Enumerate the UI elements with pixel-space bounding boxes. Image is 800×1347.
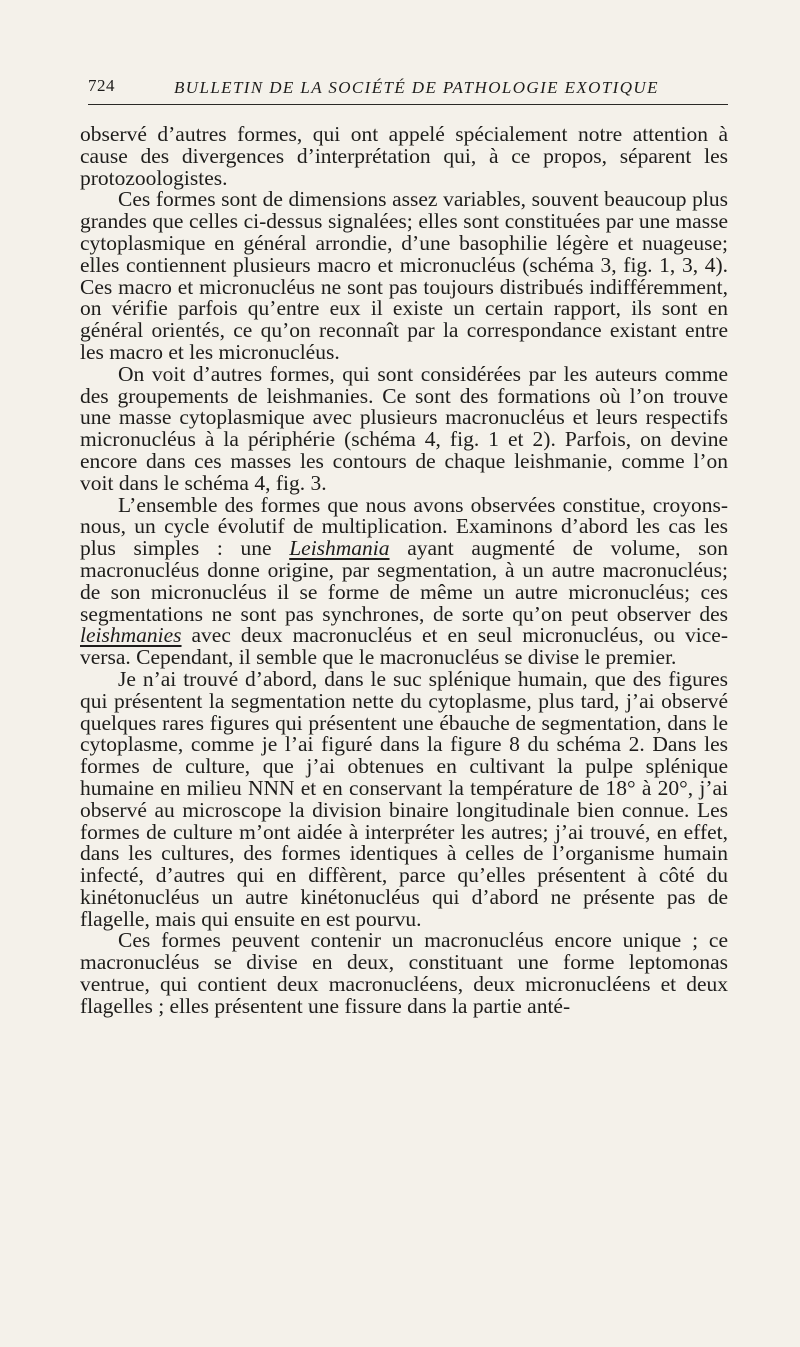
term-leishmania: Leishmania bbox=[289, 536, 390, 561]
paragraph-3: On voit d’autres formes, qui sont considérées par les auteurs comme des groupements de leishmanies. Ce sont des formations où l’on trouve une masse cytoplasmique avec plusieurs macronucléus et leurs respectifs micronucléus à la périphérie (schéma 4, fig. 1 et 2). Parfois, on devine encore dans ces masses les contours de chaque leishmanie, comme l’on voit dans le schéma 4, fig. 3. bbox=[80, 361, 728, 495]
running-head: BULLETIN DE LA SOCIÉTÉ DE PATHOLOGIE EXOTIQUE bbox=[174, 78, 659, 97]
body-text bbox=[80, 124, 728, 1018]
term-leishmanies: leishmanies bbox=[80, 623, 182, 648]
page-number: 724 bbox=[88, 76, 115, 95]
paragraph-4-part-b: ayant augmenté de volume, son macronucléus donne origine, par segmentation, à un autre macronucléus; de son micronucléus il se forme de même un autre micronucléus; ces segmentations ne sont pas synchrones, de sorte qu’on peut observer des bbox=[80, 536, 728, 626]
paragraph-1: observé d’autres formes, qui ont appelé spécialement notre attention à cause des divergences d’interprétation qui, à ce propos, séparent les protozoologistes. bbox=[80, 122, 728, 190]
paragraph-2: Ces formes sont de dimensions assez variables, souvent beaucoup plus grandes que celles ci-dessus signalées; elles sont constituées par une masse cytoplasmique en général arrondie, d’une basophilie légère et nuageuse; elles contiennent plusieurs macro et micronucléus (schéma 3, fig. 1, 3, 4). Ces macro et micronucléus ne sont pas toujours distribués indifféremment, on vérifie parfois qu’entre eux il existe un certain rapport, ils sont en général orientés, ce qu’on reconnaît par la correspondance existant entre les macro et les micronucléus. bbox=[80, 187, 728, 364]
paragraph-4 bbox=[80, 492, 728, 670]
page-header bbox=[88, 76, 728, 105]
paragraph-4-part-c: avec deux macronucléus et en seul micronucléus, ou vice-versa. Cependant, il semble que le macronucléus se divise le premier. bbox=[80, 623, 728, 670]
paragraph-4-part-a: L’ensemble des formes que nous avons observées constitue, croyons-nous, un cycle évolutif de multiplication. Examinons d’abord les cas les plus simples : une bbox=[80, 492, 728, 561]
paragraph-5: Je n’ai trouvé d’abord, dans le suc splénique humain, que des figures qui présentent la segmentation nette du cytoplasme, plus tard, j’ai observé quelques rares figures qui présentent une ébauche de segmentation, dans le cytoplasme, comme je l’ai figuré dans la figure 8 du schéma 2. Dans les formes de culture, que j’ai obtenues en cultivant la pulpe splénique humaine en milieu NNN et en conservant la température de 18° à 20°, j’ai observé au microscope la division binaire longitudinale bien connue. Les formes de culture m’ont aidée à interpréter les autres; j’ai trouvé, en effet, dans les cultures, des formes identiques à celles de l’organisme humain infecté, d’autres qui en diffèrent, parce qu’elles présentent à côté du kinétonucléus un autre kinétonucléus qui d’abord ne présente pas de flagelle, mais qui ensuite en est pourvu. bbox=[80, 666, 728, 931]
paragraph-6: Ces formes peuvent contenir un macronucléus encore unique ; ce macronucléus se divise en deux, constituant une forme leptomonas ventrue, qui contient deux macronucléens, deux micronucléens et deux flagelles ; elles présentent une fissure dans la partie anté- bbox=[80, 928, 728, 1018]
